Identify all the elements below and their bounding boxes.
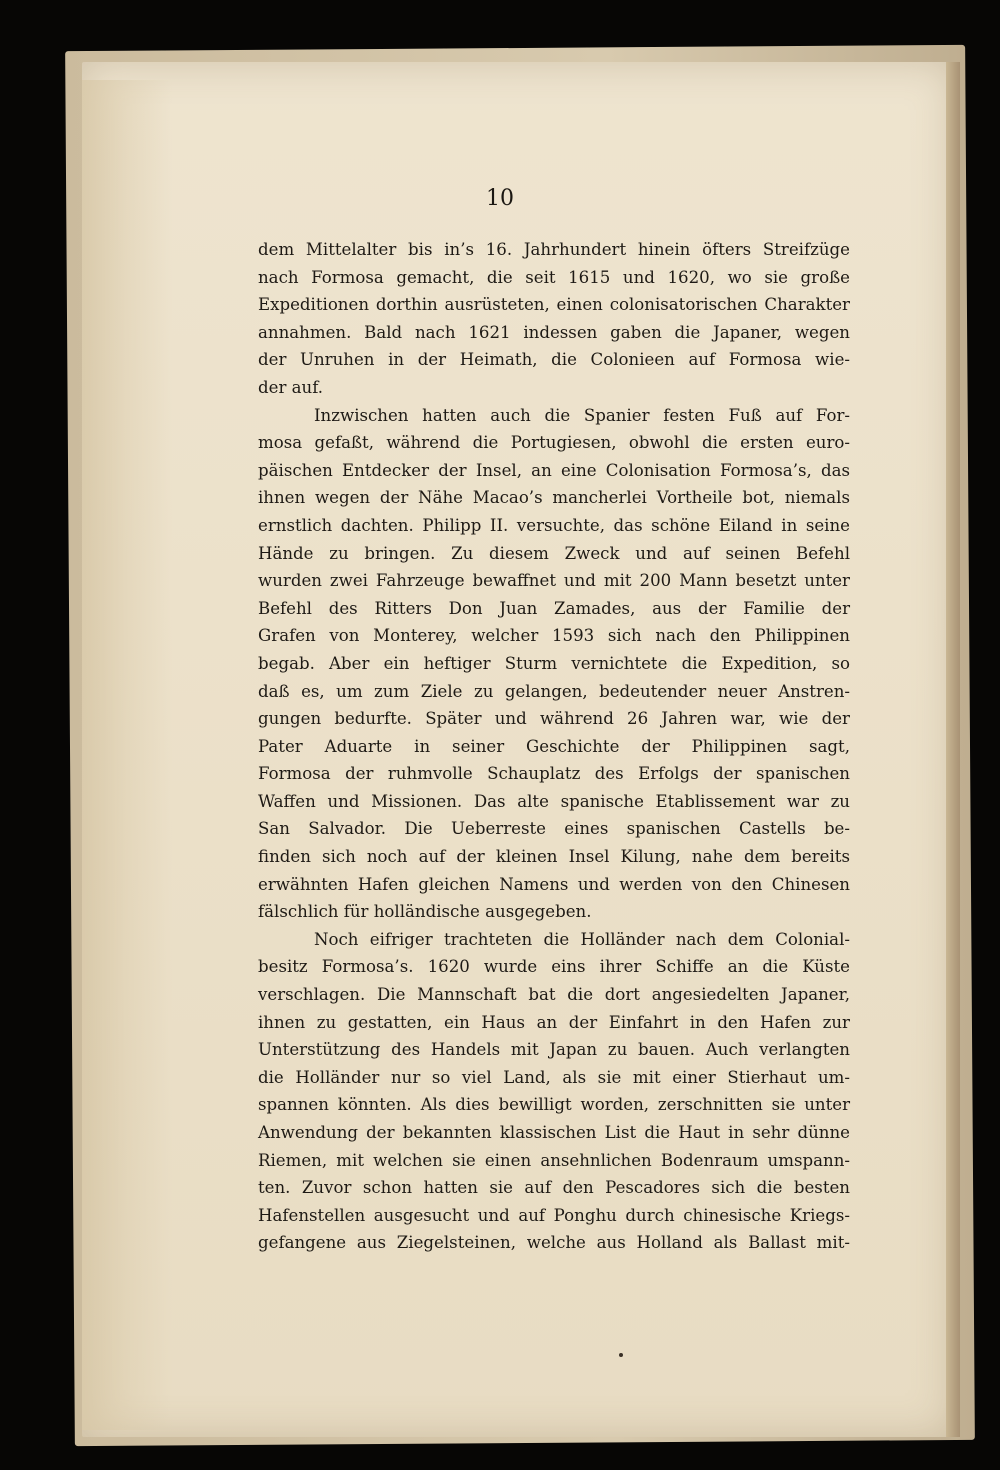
text-line: Riemen, mit welchen sie einen ansehnlichen Bodenraum umspann- bbox=[258, 1150, 850, 1170]
ink-speck bbox=[619, 1353, 623, 1357]
text-line: ihnen zu gestatten, ein Haus an der Einfahrt in den Hafen zur bbox=[258, 1012, 850, 1032]
text-line: San Salvador. Die Ueberreste eines spanischen Castells be- bbox=[258, 819, 850, 839]
text-line: gungen bedurfte. Später und während 26 Jahren war, wie der bbox=[258, 709, 850, 729]
text-line: Hände zu bringen. Zu diesem Zweck und auf seinen Befehl bbox=[258, 543, 850, 563]
text-line: Grafen von Monterey, welcher 1593 sich nach den Philippinen bbox=[258, 626, 850, 646]
text-line: ernstlich dachten. Philipp II. versuchte, das schöne Eiland in seine bbox=[258, 515, 850, 535]
text-line: Inzwischen hatten auch die Spanier festen Fuß auf For- bbox=[314, 405, 850, 425]
text-line: der auf. bbox=[258, 377, 324, 397]
text-line: Anwendung der bekannten klassischen List die Haut in sehr dünne bbox=[258, 1123, 850, 1142]
text-line: der Unruhen in der Heimath, die Colonieen auf Formosa wie- bbox=[258, 350, 850, 370]
text-line: ihnen wegen der Nähe Macao’s mancherlei Vortheile bot, niemals bbox=[258, 488, 850, 508]
text-line: verschlagen. Die Mannschaft bat die dort angesiedelten Japaner, bbox=[258, 985, 850, 1005]
text-line: Waffen und Missionen. Das alte spanische Etablissement war zu bbox=[258, 791, 850, 811]
text-line: wurden zwei Fahrzeuge bewaffnet und mit 200 Mann besetzt unter bbox=[258, 571, 850, 591]
text-line: Expeditionen dorthin ausrüsteten, einen colonisatorischen Charakter bbox=[258, 295, 850, 315]
text-line: Formosa der ruhmvolle Schauplatz des Erfolgs der spanischen bbox=[258, 764, 850, 784]
text-line: gefangene aus Ziegelsteinen, welche aus Holland als Ballast mit- bbox=[258, 1233, 850, 1253]
text-line: dem Mittelalter bis in’s 16. Jahrhundert hinein öfters Streifzüge bbox=[258, 240, 850, 259]
text-line: mosa gefaßt, während die Portugiesen, obwohl die ersten euro- bbox=[258, 433, 850, 453]
text-line: ten. Zuvor schon hatten sie auf den Pescadores sich die besten bbox=[258, 1178, 850, 1198]
text-line: Hafenstellen ausgesucht und auf Ponghu durch chinesische Kriegs- bbox=[258, 1205, 850, 1225]
text-line: Unterstützung des Handels mit Japan zu bauen. Auch verlangten bbox=[258, 1040, 850, 1060]
text-line: Pater Aduarte in seiner Geschichte der Philippinen sagt, bbox=[258, 736, 850, 756]
worn-left-edge bbox=[82, 80, 172, 1430]
text-line: daß es, um zum Ziele zu gelangen, bedeutender neuer Anstren- bbox=[258, 681, 850, 701]
text-line: Befehl des Ritters Don Juan Zamades, aus der Familie der bbox=[258, 598, 850, 618]
text-line: erwähnten Hafen gleichen Namens und werden von den Chinesen bbox=[258, 874, 850, 894]
text-line: spannen könnten. Als dies bewilligt worden, zerschnitten sie unter bbox=[258, 1095, 850, 1115]
text-line: begab. Aber ein heftiger Sturm vernichtete die Expedition, so bbox=[258, 653, 850, 673]
text-line: annahmen. Bald nach 1621 indessen gaben die Japaner, wegen bbox=[258, 322, 850, 342]
page-number: 10 bbox=[486, 186, 514, 211]
book-spine-edge bbox=[946, 62, 960, 1437]
text-line: finden sich noch auf der kleinen Insel Kilung, nahe dem bereits bbox=[258, 847, 850, 867]
text-line: päischen Entdecker der Insel, an eine Colonisation Formosa’s, das bbox=[258, 460, 850, 480]
text-line: Noch eifriger trachteten die Holländer nach dem Colonial- bbox=[314, 929, 850, 949]
text-line: nach Formosa gemacht, die seit 1615 und 1620, wo sie große bbox=[258, 267, 850, 287]
text-line: fälschlich für holländische ausgegeben. bbox=[258, 902, 592, 922]
text-line: besitz Formosa’s. 1620 wurde eins ihrer Schiffe an die Küste bbox=[258, 957, 850, 977]
body-text bbox=[258, 236, 850, 1257]
text-line: die Holländer nur so viel Land, als sie mit einer Stierhaut um- bbox=[258, 1067, 850, 1087]
